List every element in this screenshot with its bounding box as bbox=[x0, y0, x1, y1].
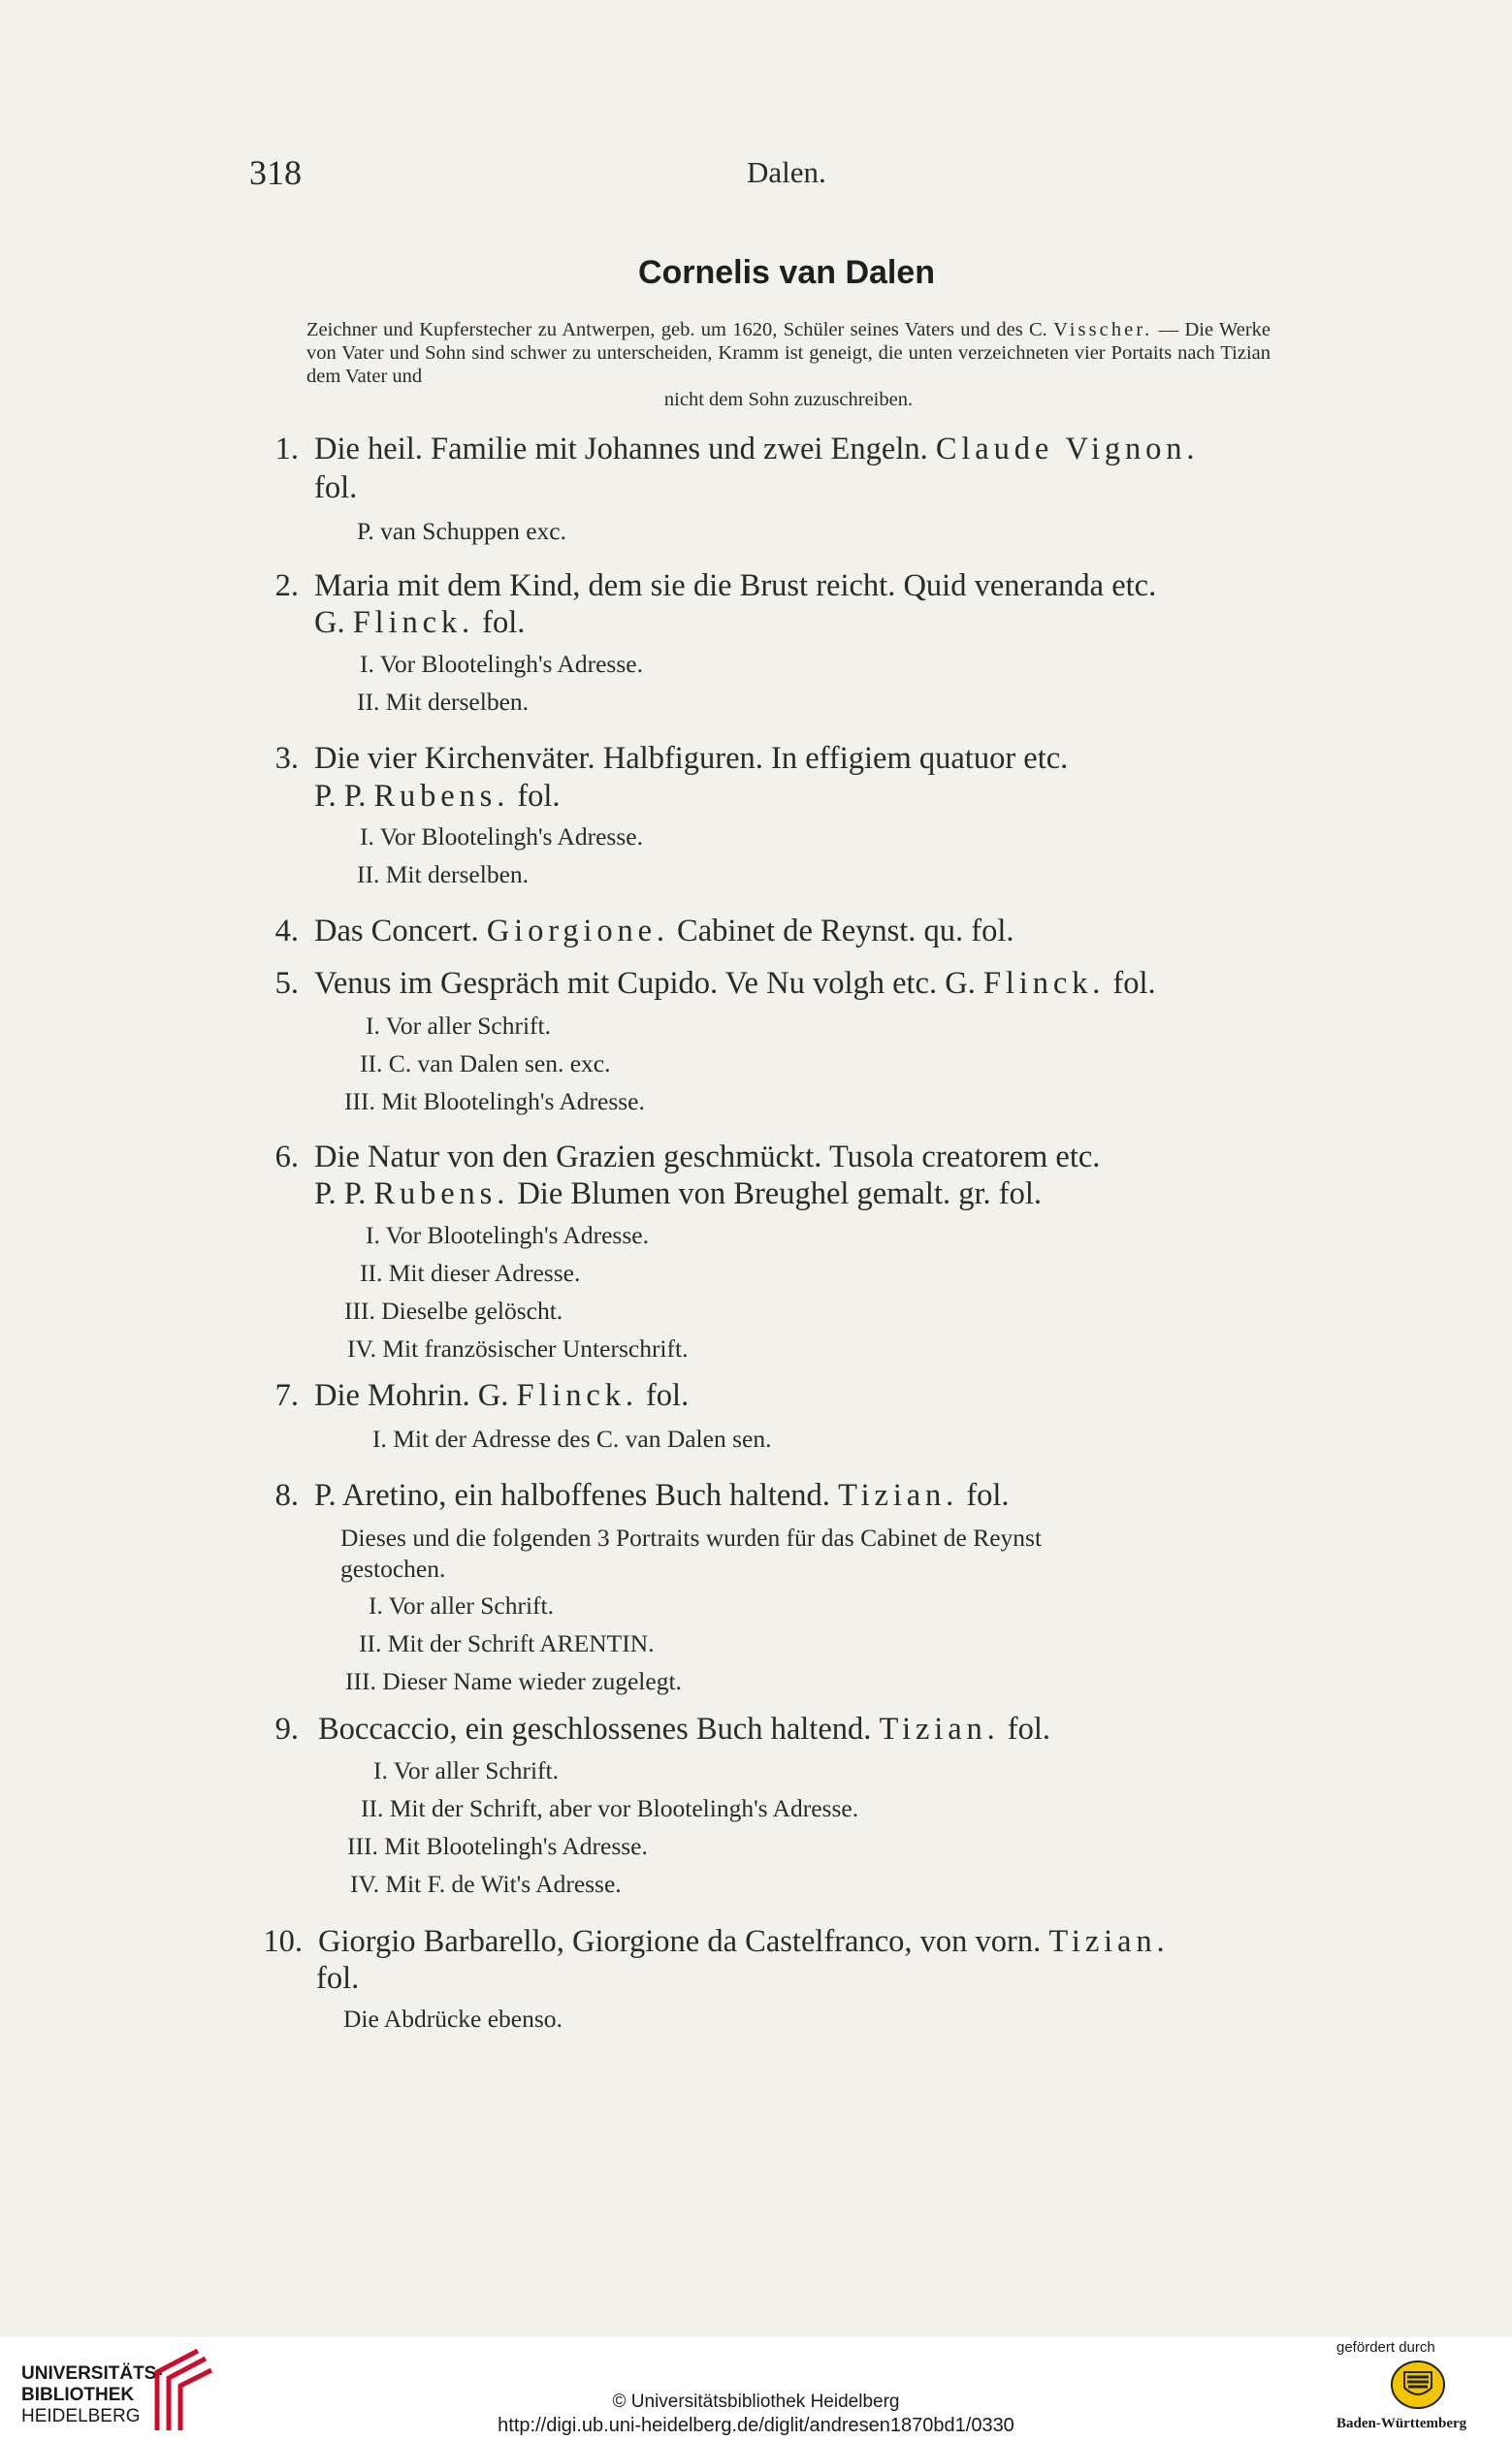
entry-title: Giorgio Barbarello, Giorgione da Castelfranco, von vorn. bbox=[318, 1924, 1049, 1959]
library-name-line2: BIBLIOTHEK bbox=[21, 2385, 135, 2405]
entry-format: Die Blumen von Breughel gemalt. gr. fol. bbox=[509, 1176, 1042, 1211]
entry-artist: Flinck. bbox=[516, 1378, 638, 1413]
entry-title: Die Mohrin. G. bbox=[314, 1378, 517, 1413]
entry-state: II. Mit derselben. bbox=[357, 860, 530, 888]
copyright-line: © Universitätsbibliothek Heidelberg bbox=[612, 2392, 900, 2412]
entry-format: fol. bbox=[314, 470, 358, 505]
entry-title: Boccaccio, ein geschlossenes Buch haltend. bbox=[318, 1712, 880, 1747]
entry-artist: Tizian. bbox=[838, 1478, 959, 1513]
entry-format: Cabinet de Reynst. qu. fol. bbox=[668, 914, 1014, 948]
entry-number: 3. bbox=[274, 741, 299, 776]
entry-state: II. C. van Dalen sen. exc. bbox=[360, 1049, 611, 1077]
entry-number: 9. bbox=[274, 1712, 299, 1747]
entry-state: II. Mit der Schrift ARENTIN. bbox=[359, 1629, 655, 1657]
entry-state: III. Dieser Name wieder zugelegt. bbox=[345, 1667, 682, 1695]
coat-of-arms-icon bbox=[1389, 2359, 1447, 2411]
entry-artist: Giorgione. bbox=[486, 914, 669, 948]
intro-text-a: Zeichner und Kupferstecher zu Antwerpen, geb. um 1620, Schüler seines Vaters und des C. bbox=[306, 319, 1054, 340]
entry-format: fol. bbox=[474, 605, 526, 640]
intro-name: Visscher. bbox=[1053, 319, 1153, 340]
entry-artist: Rubens. bbox=[373, 1176, 510, 1211]
entry-title: P. Aretino, ein halboffenes Buch haltend. bbox=[314, 1478, 839, 1513]
entry-number: 7. bbox=[274, 1378, 299, 1413]
entry-artist: Flinck. bbox=[352, 605, 475, 640]
entry-state: IV. Mit französischer Unterschrift. bbox=[347, 1334, 689, 1363]
entry-artist: Tizian. bbox=[879, 1712, 1000, 1747]
entry-format: fol. bbox=[999, 1712, 1050, 1747]
entry-state: III. Mit Blootelingh's Adresse. bbox=[347, 1832, 648, 1860]
entry-title: Die heil. Familie mit Johannes und zwei Engeln. bbox=[314, 432, 936, 466]
entry-artist: Claude Vignon. bbox=[935, 432, 1200, 466]
entry-format: fol. bbox=[316, 1961, 360, 1996]
intro-text-b: — Die Werke von Vater und Sohn sind schwer zu unterscheiden, Kramm ist geneigt, die unten verzeichneten vier Portaits nach Tizian dem Vater und bbox=[306, 319, 1271, 387]
section-title: Cornelis van Dalen bbox=[637, 254, 936, 291]
entry-state: III. Dieselbe gelöscht. bbox=[344, 1297, 563, 1325]
entry-format: fol. bbox=[958, 1478, 1010, 1513]
entry-artist: Rubens. bbox=[373, 779, 510, 814]
entry-state: II. Mit dieser Adresse. bbox=[360, 1259, 581, 1287]
entry-state: I. Vor aller Schrift. bbox=[366, 1012, 551, 1040]
entry-state: I. Mit der Adresse des C. van Dalen sen. bbox=[372, 1425, 772, 1453]
entry-note: Die Abdrücke ebenso. bbox=[343, 2005, 563, 2033]
entry-number: 8. bbox=[274, 1478, 299, 1513]
entry-state: I. Vor aller Schrift. bbox=[369, 1591, 554, 1620]
permalink-url[interactable]: http://digi.ub.uni-heidelberg.de/diglit/andresen1870bd1/0330 bbox=[498, 2415, 1014, 2436]
entry-state: III. Mit Blootelingh's Adresse. bbox=[344, 1087, 645, 1115]
entry-note: Dieses und die folgenden 3 Portraits wurden für das Cabinet de Reynst bbox=[340, 1524, 1043, 1552]
entry-state: IV. Mit F. de Wit's Adresse. bbox=[350, 1870, 622, 1898]
library-name-line3: HEIDELBERG bbox=[21, 2406, 141, 2426]
entry-artist-initial: P. P. bbox=[314, 779, 374, 814]
entry-artist: Flinck. bbox=[982, 966, 1106, 1001]
entry-title: Das Concert. bbox=[314, 914, 487, 948]
running-title: Dalen. bbox=[747, 155, 826, 189]
entry-state: II. Mit der Schrift, aber vor Blootelingh's Adresse. bbox=[361, 1794, 859, 1822]
entry-artist: Tizian. bbox=[1048, 1924, 1170, 1959]
intro-paragraph bbox=[306, 318, 1271, 411]
state-label: Baden-Württemberg bbox=[1336, 2416, 1467, 2431]
entry-note-cont: gestochen. bbox=[340, 1555, 446, 1583]
entry-number: 10. bbox=[263, 1924, 303, 1959]
intro-last-line: nicht dem Sohn zuzuschreiben. bbox=[663, 389, 914, 410]
entry-state: P. van Schuppen exc. bbox=[357, 517, 567, 545]
entry-number: 1. bbox=[274, 432, 299, 466]
entry-number: 2. bbox=[274, 568, 299, 603]
entry-title: Die vier Kirchenväter. Halbfiguren. In effigiem quatuor etc. bbox=[314, 741, 1069, 776]
entry-number: 6. bbox=[274, 1140, 299, 1174]
entry-state: I. Vor Blootelingh's Adresse. bbox=[360, 822, 643, 851]
library-name-line1: UNIVERSITÄTS- bbox=[21, 2363, 163, 2384]
entry-state: I. Vor Blootelingh's Adresse. bbox=[366, 1221, 649, 1249]
entry-title: Maria mit dem Kind, dem sie die Brust reicht. Quid veneranda etc. bbox=[314, 568, 1157, 603]
entry-state: I. Vor Blootelingh's Adresse. bbox=[360, 650, 643, 678]
entry-artist-initial: P. P. bbox=[314, 1176, 374, 1211]
entry-format: fol. bbox=[637, 1378, 690, 1413]
entry-number: 5. bbox=[274, 966, 299, 1001]
entry-title: Die Natur von den Grazien geschmückt. Tusola creatorem etc. bbox=[314, 1140, 1101, 1174]
entry-format: fol. bbox=[1105, 966, 1156, 1001]
entry-state: I. Vor aller Schrift. bbox=[373, 1756, 559, 1784]
page-number: 318 bbox=[249, 153, 302, 192]
entry-state: II. Mit derselben. bbox=[357, 688, 530, 716]
entry-title: Venus im Gespräch mit Cupido. Ve Nu volgh etc. G. bbox=[314, 966, 983, 1001]
funded-by-label: gefördert durch bbox=[1336, 2339, 1435, 2356]
entry-format: fol. bbox=[509, 779, 561, 814]
entry-artist-initial: G. bbox=[314, 605, 353, 640]
entry-number: 4. bbox=[274, 914, 299, 948]
